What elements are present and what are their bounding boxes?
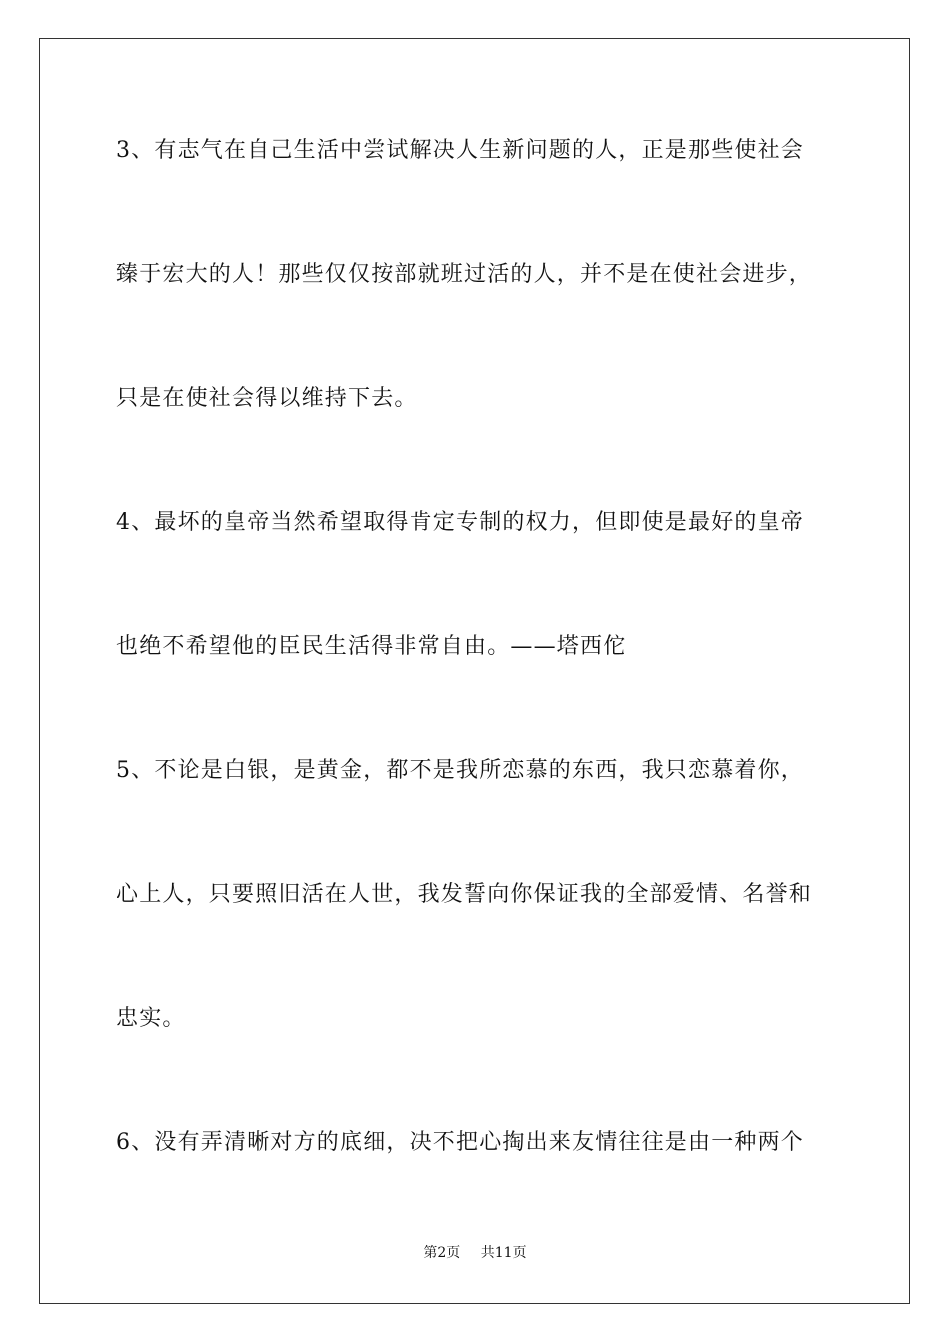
text-line: 6、没有弄清晰对方的底细，决不把心掏出来友情往往是由一种两个: [116, 1130, 804, 1155]
page-total: 共11页: [480, 1245, 527, 1261]
text-line: 忠实。: [116, 1006, 186, 1031]
text-line: 也绝不希望他的臣民生活得非常自由。——塔西佗: [116, 634, 627, 659]
text-line: 5、不论是白银，是黄金，都不是我所恋慕的东西，我只恋慕着你，: [116, 758, 804, 783]
text-line: 只是在使社会得以维持下去。: [116, 386, 418, 411]
text-line: 3、有志气在自己生活中尝试解决人生新问题的人，正是那些使社会: [116, 138, 804, 163]
text-line: 臻于宏大的人！那些仅仅按部就班过活的人，并不是在使社会进步，: [116, 262, 813, 287]
text-line: 心上人，只要照旧活在人世，我发誓向你保证我的全部爱情、名誉和: [116, 882, 813, 907]
text-line: 4、最坏的皇帝当然希望取得肯定专制的权力，但即使是最好的皇帝: [116, 510, 804, 535]
page-border: [39, 38, 910, 1304]
page-number: 第2页: [423, 1245, 461, 1261]
page-footer: [0, 1243, 950, 1263]
